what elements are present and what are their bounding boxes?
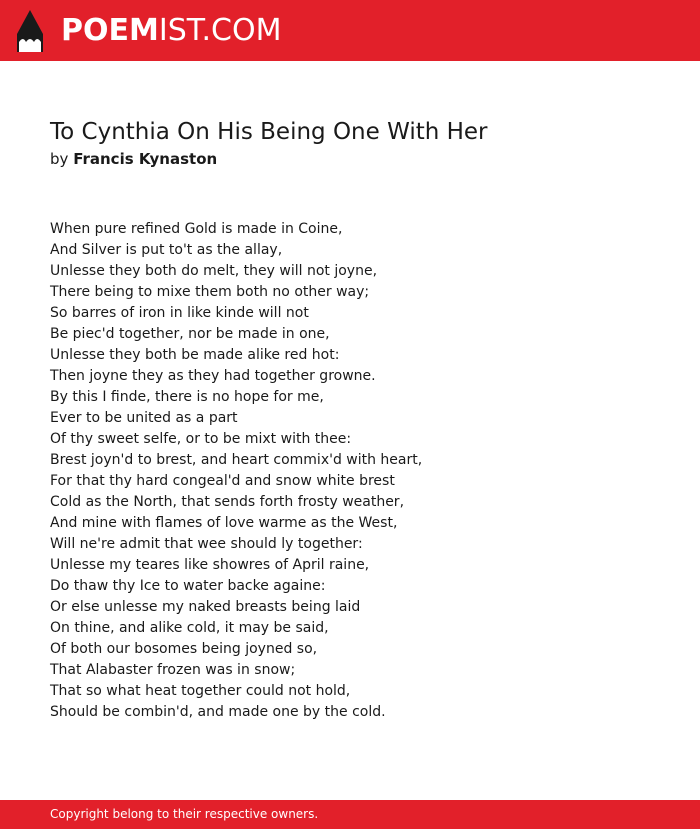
poem-line: Of both our bosomes being joyned so, — [50, 641, 318, 657]
poem-line: There being to mixe them both no other way; — [50, 284, 370, 300]
poem-line: Will ne're admit that wee should ly together: — [50, 536, 363, 552]
byline — [50, 149, 217, 169]
poem-line: When pure refined Gold is made in Coine, — [50, 221, 343, 237]
poem-title: To Cynthia On His Being One With Her — [50, 119, 488, 145]
poem-line: Unlesse they both be made alike red hot: — [50, 347, 340, 363]
poem-line: Cold as the North, that sends forth frosty weather, — [50, 494, 405, 510]
site-header — [0, 0, 700, 61]
logo-light-text: IST.COM — [158, 13, 282, 48]
poem-line: On thine, and alike cold, it may be said, — [50, 620, 329, 636]
poem-line: Should be combin'd, and made one by the cold. — [50, 704, 386, 720]
site-logo[interactable] — [61, 13, 281, 49]
poem-line: By this I finde, there is no hope for me, — [50, 389, 324, 405]
poem-line: Be piec'd together, nor be made in one, — [50, 326, 330, 342]
poem-line: Unlesse they both do melt, they will not joyne, — [50, 263, 378, 279]
pencil-logo-icon[interactable] — [17, 10, 43, 52]
poem-line: So barres of iron in like kinde will not — [50, 305, 309, 321]
copyright-text: Copyright belong to their respective owners. — [50, 807, 319, 821]
poem-line: Or else unlesse my naked breasts being laid — [50, 599, 361, 615]
poem-line: And Silver is put to't as the allay, — [50, 242, 283, 258]
by-label: by — [50, 150, 69, 168]
author-name: Francis Kynaston — [73, 150, 218, 168]
poem-line: Of thy sweet selfe, or to be mixt with thee: — [50, 431, 352, 447]
poem-line: And mine with flames of love warme as the West, — [50, 515, 398, 531]
poem-line: Ever to be united as a part — [50, 410, 238, 426]
poem-line: Then joyne they as they had together growne. — [50, 368, 376, 384]
poem-body — [50, 219, 670, 723]
poem-line: For that thy hard congeal'd and snow white brest — [50, 473, 395, 489]
poem-line: Brest joyn'd to brest, and heart commix'd with heart, — [50, 452, 423, 468]
poem-line: That Alabaster frozen was in snow; — [50, 662, 296, 678]
poem-line: Unlesse my teares like showres of April raine, — [50, 557, 370, 573]
poem-line: Do thaw thy Ice to water backe againe: — [50, 578, 326, 594]
logo-bold-text: POEM — [61, 13, 159, 48]
poem-line: That so what heat together could not hold, — [50, 683, 351, 699]
site-footer — [0, 800, 700, 829]
